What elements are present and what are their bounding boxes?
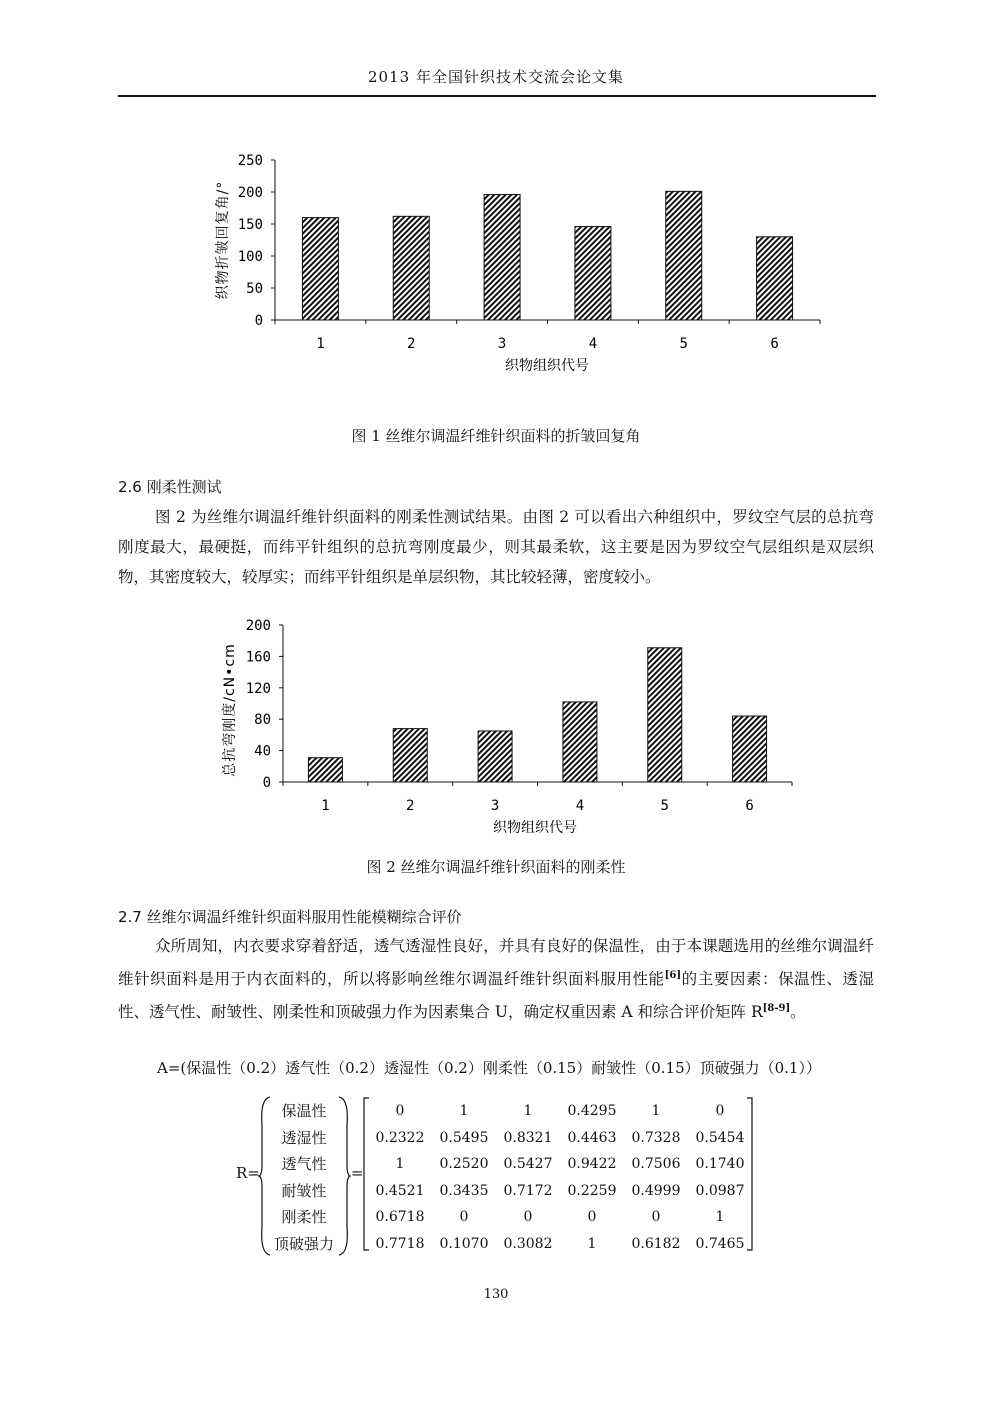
matrix-cell: 1 (651, 1103, 661, 1120)
factor-item: 顶破强力 (273, 1234, 334, 1253)
x-axis-label: 织物组织代号 (493, 820, 577, 836)
weight-vector-A: A=(保温性（0.2）透气性（0.2）透湿性（0.2）刚柔性（0.15）耐皱性（0.15）顶破强力（0.1）） (157, 1059, 821, 1077)
figure-2-caption: 图 2 丝维尔调温纤维针织面料的刚柔性 (366, 858, 626, 876)
factor-item: 保温性 (281, 1102, 327, 1120)
x-tick-label: 1 (321, 798, 330, 814)
y-tick-label: 0 (262, 775, 271, 791)
y-tick-label: 200 (237, 185, 263, 201)
matrix-cell: 0 (459, 1209, 469, 1226)
matrix-row (368, 1125, 752, 1152)
section-2-7-paragraph (118, 931, 874, 1027)
factor-list (272, 1098, 336, 1257)
matrix-cell: 1 (395, 1156, 405, 1173)
x-tick-label: 5 (679, 336, 688, 352)
section-2-7-heading: 2.7 丝维尔调温纤维针织面料服用性能模糊综合评价 (118, 908, 462, 926)
y-tick-label: 160 (245, 649, 271, 666)
factor-item: 耐皱性 (281, 1181, 327, 1200)
matrix-cell: 0.2322 (375, 1129, 425, 1146)
x-tick-label: 5 (660, 798, 669, 814)
matrix-cell: 0.2259 (567, 1182, 617, 1199)
matrix-row (368, 1178, 752, 1205)
matrix-cell: 0.5495 (439, 1129, 489, 1146)
bar (648, 648, 682, 782)
bar (393, 216, 429, 320)
matrix-cell: 0 (715, 1103, 725, 1120)
matrix-cell: 0.7328 (631, 1129, 681, 1146)
y-axis-label: 织物折皱回复角/° (215, 180, 231, 300)
x-tick-label: 3 (490, 798, 500, 814)
matrix-cell: 0.7506 (631, 1156, 681, 1173)
x-tick-label: 4 (575, 798, 585, 814)
y-tick-label: 100 (237, 249, 263, 265)
matrix-row (368, 1151, 752, 1178)
factor-item: 透气性 (281, 1155, 327, 1173)
matrix-cell: 0.7172 (503, 1182, 553, 1199)
x-tick-label: 6 (770, 336, 779, 352)
equals-sign: = (351, 1164, 364, 1182)
matrix-cell: 0.2520 (439, 1156, 489, 1173)
running-header: 2013 年全国针织技术交流会论文集 (368, 68, 624, 86)
matrix-cell: 1 (459, 1103, 469, 1120)
factor-item: 透湿性 (281, 1128, 327, 1147)
matrix-cell: 0.6182 (631, 1235, 681, 1252)
matrix-cell: 0.0987 (695, 1182, 745, 1199)
x-tick-label: 2 (407, 336, 416, 352)
paragraph-text-c: 。 (790, 1003, 806, 1022)
x-tick-label: 1 (316, 336, 325, 352)
matrix-cell: 1 (715, 1209, 725, 1226)
header-rule (118, 95, 876, 97)
y-tick-label: 250 (237, 153, 263, 169)
bar (308, 758, 342, 782)
y-tick-label: 80 (254, 712, 271, 729)
y-tick-label: 200 (245, 618, 271, 634)
x-tick-label: 3 (497, 336, 507, 352)
matrix-cell: 1 (587, 1235, 597, 1252)
bar (484, 195, 520, 320)
matrix-cell: 0.5454 (695, 1129, 745, 1146)
matrix-cell: 0.9422 (567, 1156, 617, 1173)
y-tick-label: 50 (246, 281, 263, 297)
bar (733, 716, 767, 782)
matrix-cell: 1 (523, 1103, 533, 1120)
x-axis-label: 织物组织代号 (505, 358, 589, 374)
y-axis-label: 总抗弯刚度/cN•cm (222, 643, 238, 777)
bar (302, 218, 338, 320)
paragraph-text-a: 众所周知，内衣要求穿着舒适，透气透湿性良好，并具有良好的保温性，由于本课题选用的丝维尔调温纤维针织面料是用于内衣面料的，所以将影响丝维尔调温纤维针织面料服用性能 (118, 937, 874, 989)
right-bracket (746, 1097, 754, 1252)
matrix-cell: 0.4521 (375, 1182, 425, 1199)
figure-2-chart (180, 610, 840, 845)
bar (575, 227, 611, 320)
matrix-cell: 0.6718 (375, 1209, 425, 1226)
bar (563, 702, 597, 782)
matrix-R (368, 1098, 752, 1257)
paragraph-text: 图 2 为丝维尔调温纤维针织面料的刚柔性测试结果。由图 2 可以看出六种组织中，罗纹空气层的总抗弯刚度最大，最硬挺，而纬平针组织的总抗弯刚度最少，则其最柔软，这主要是因为罗纹空气层组织是双层织物，其密度较大，较厚实；而纬平针组织是单层织物，其比较轻薄，密度较小。 (118, 508, 874, 586)
y-tick-label: 0 (254, 313, 263, 329)
bar (478, 731, 512, 782)
matrix-row (368, 1098, 752, 1125)
citation-8-9: [8-9] (762, 1003, 791, 1015)
citation-6: [6] (664, 970, 682, 981)
factor-item: 刚柔性 (281, 1208, 327, 1226)
matrix-cell: 0.7465 (695, 1235, 745, 1252)
figure-1-caption: 图 1 丝维尔调温纤维针织面料的折皱回复角 (351, 427, 641, 445)
section-2-6-heading: 2.6 刚柔性测试 (118, 478, 222, 496)
matrix-cell: 0 (523, 1209, 533, 1226)
matrix-cell: 0.7718 (375, 1235, 425, 1252)
matrix-cell: 0 (651, 1209, 661, 1226)
matrix-cell: 0.1740 (695, 1156, 745, 1173)
y-tick-label: 120 (245, 680, 271, 697)
page-number: 130 (483, 1287, 509, 1302)
x-tick-label: 2 (406, 798, 415, 814)
matrix-cell: 0.4999 (631, 1182, 681, 1199)
matrix-row (368, 1204, 752, 1231)
matrix-cell: 0.8321 (503, 1129, 553, 1146)
right-paren (337, 1095, 351, 1257)
matrix-cell: 0.5427 (503, 1156, 553, 1173)
y-tick-label: 150 (237, 217, 263, 233)
paragraph-text-b: 的主要因素：保温性、透湿性、透气性、耐皱性、刚柔性和顶破强力作为因素集合 U，确定权重因素 A 和综合评价矩阵 R (118, 970, 874, 1022)
matrix-label: R= (236, 1164, 260, 1182)
y-tick-label: 40 (254, 743, 271, 760)
matrix-cell: 0 (395, 1103, 405, 1120)
figure-1-chart (180, 140, 840, 385)
matrix-cell: 0.4463 (567, 1129, 617, 1146)
matrix-cell: 0.3435 (439, 1182, 489, 1199)
matrix-row (368, 1231, 752, 1258)
matrix-cell: 0.3082 (503, 1235, 553, 1252)
matrix-cell: 0.1070 (439, 1235, 489, 1252)
bar (393, 729, 427, 782)
section-2-6-paragraph (118, 502, 874, 592)
bar (666, 191, 702, 320)
matrix-cell: 0 (587, 1209, 597, 1226)
left-paren (258, 1095, 272, 1257)
x-tick-label: 4 (588, 336, 598, 352)
bar (757, 237, 793, 320)
x-tick-label: 6 (745, 798, 754, 814)
matrix-cell: 0.4295 (567, 1103, 617, 1120)
